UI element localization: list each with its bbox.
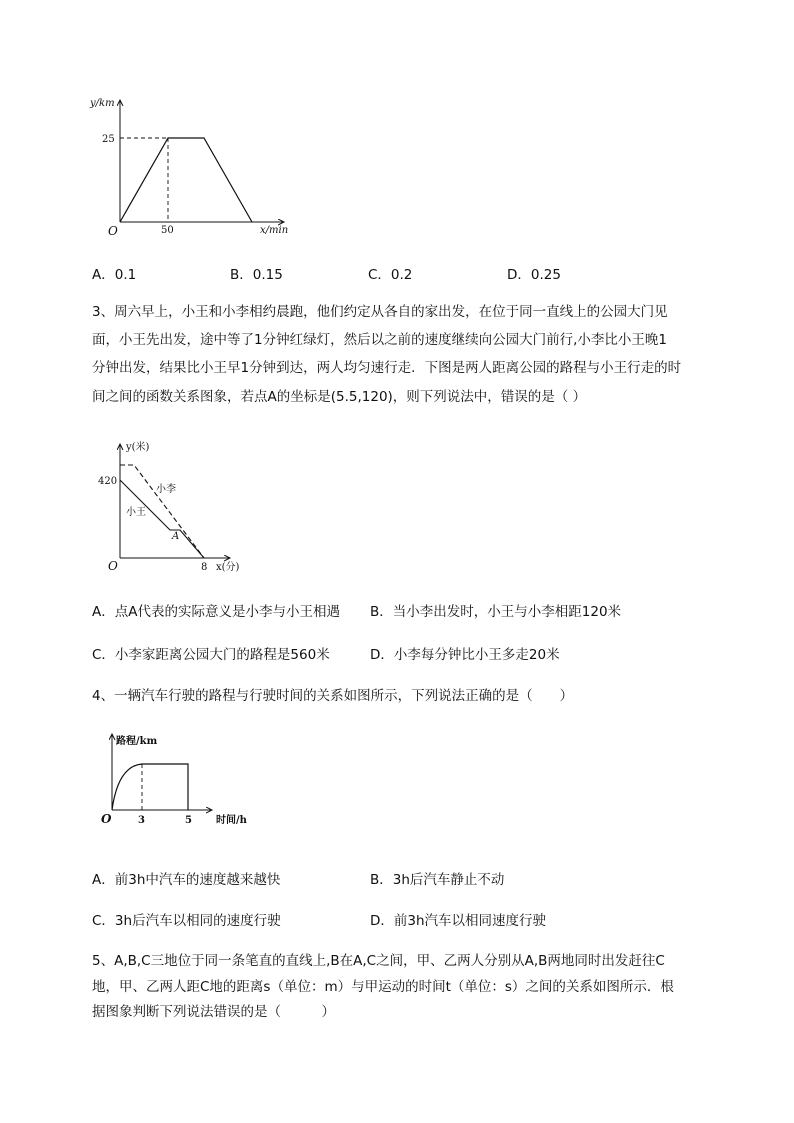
point-a-label: A bbox=[172, 531, 180, 542]
q2-figure bbox=[88, 92, 298, 242]
y-tick-label: 420 bbox=[98, 476, 118, 487]
x-tick-label: 50 bbox=[161, 225, 174, 236]
q4-stem: 4、一辆汽车行驶的路程与行驶时间的关系如图所示，下列说法正确的是（ ） bbox=[92, 688, 574, 704]
y-axis-label: y/km bbox=[90, 98, 115, 109]
y-tick-label: 25 bbox=[102, 134, 115, 145]
series-label-wang: 小王 bbox=[126, 507, 146, 518]
y-axis-label: 路程/km bbox=[116, 736, 158, 747]
series-label-li: 小李 bbox=[156, 484, 176, 495]
q3-line-1: 3、周六早上，小王和小李相约晨跑，他们约定从各自的家出发，在位于同一直线上的公园大门见 bbox=[92, 304, 668, 320]
origin-label: O bbox=[108, 224, 118, 238]
distance-curve bbox=[112, 764, 188, 810]
y-axis-label: y(米) bbox=[126, 442, 150, 453]
x-axis-label: x(分) bbox=[216, 562, 240, 573]
q5-line-2: 地，甲、乙两人距C地的距离s（单位：m）与甲运动的时间t（单位：s）之间的关系如图所示．根 bbox=[92, 979, 674, 995]
q2-option-a[interactable]: A．0.1 bbox=[92, 267, 137, 283]
q4-option-c[interactable]: C．3h后汽车以相同的速度行驶 bbox=[92, 913, 281, 929]
q5-line-1: 5、A,B,C三地位于同一条笔直的直线上,B在A,C之间，甲、乙两人分别从A,B两地同时出发赶往C bbox=[92, 953, 665, 969]
q3-line-3: 分钟出发，结果比小王早1分钟到达，两人均匀速行走．下图是两人距离公园的路程与小王行走的时 bbox=[92, 360, 682, 376]
x-tick-3: 3 bbox=[138, 815, 145, 826]
x-tick-5: 5 bbox=[185, 815, 192, 826]
q4-option-b[interactable]: B．3h后汽车静止不动 bbox=[370, 872, 505, 888]
q3-option-c[interactable]: C．小李家距离公园大门的路程是560米 bbox=[92, 647, 330, 663]
distance-line bbox=[120, 138, 252, 222]
q2-option-b[interactable]: B．0.15 bbox=[230, 267, 283, 283]
origin-label: O bbox=[101, 812, 112, 826]
q3-option-a[interactable]: A．点A代表的实际意义是小李与小王相遇 bbox=[92, 604, 340, 620]
x-axis-label: 时间/h bbox=[216, 815, 247, 826]
q3-option-d[interactable]: D．小李每分钟比小王多走20米 bbox=[370, 647, 560, 663]
q3-line-2: 面，小王先出发，途中等了1分钟红绿灯，然后以之前的速度继续向公园大门前行,小李比小王晚1 bbox=[92, 332, 667, 348]
origin-label: O bbox=[108, 559, 118, 573]
q4-option-a[interactable]: A．前3h中汽车的速度越来越快 bbox=[92, 872, 281, 888]
q3-option-b[interactable]: B．当小李出发时，小王与小李相距120米 bbox=[370, 604, 622, 620]
x-tick-label: 8 bbox=[201, 562, 208, 573]
q5-line-3: 据图象判断下列说法错误的是（ ） bbox=[92, 1004, 335, 1020]
q3-figure bbox=[92, 438, 262, 578]
x-axis-label: x/min bbox=[260, 225, 289, 236]
q2-option-c[interactable]: C．0.2 bbox=[368, 267, 413, 283]
q4-option-d[interactable]: D．前3h汽车以相同速度行驶 bbox=[370, 913, 547, 929]
q4-figure bbox=[92, 730, 272, 830]
q3-line-4: 间之间的函数关系图象，若点A的坐标是(5.5,120)，则下列说法中，错误的是（ ） bbox=[92, 389, 587, 405]
q2-option-d[interactable]: D．0.25 bbox=[507, 267, 561, 283]
